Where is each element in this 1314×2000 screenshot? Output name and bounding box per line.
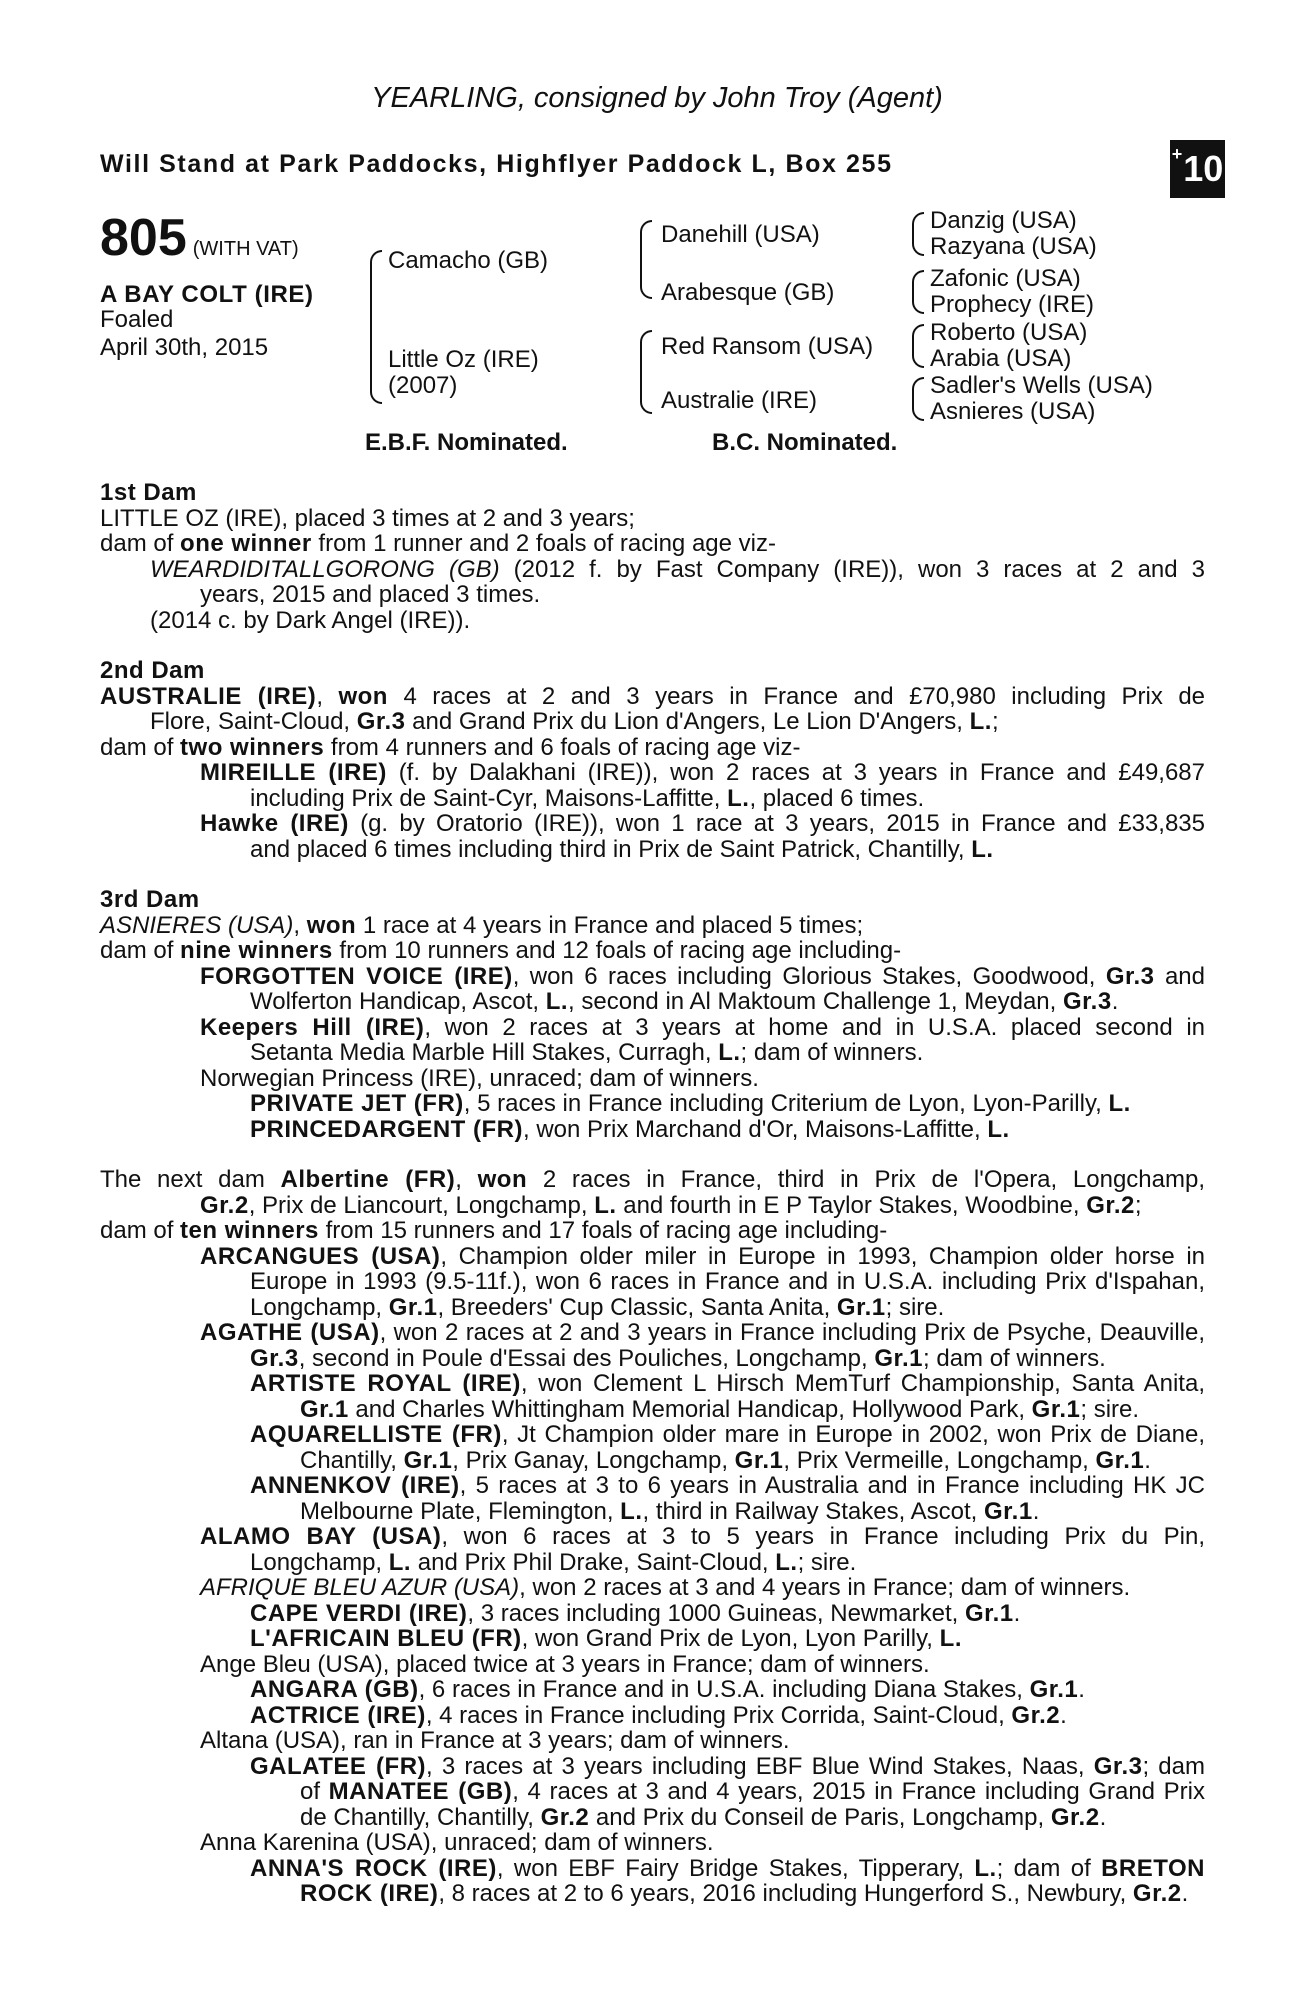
lot-header	[100, 208, 299, 268]
pedigree-g3-8: Asnieres (USA)	[930, 398, 1096, 425]
badge-plus: +	[1171, 144, 1183, 164]
pedigree-g3-3: Zafonic (USA)	[930, 265, 1081, 292]
pedigree-bracket-main	[370, 250, 382, 404]
pedigree-sire-dam: Arabesque (GB)	[661, 279, 835, 306]
pedigree-g3-2: Razyana (USA)	[930, 233, 1097, 260]
section-2nd-dam: 2nd Dam AUSTRALIE (IRE), won 4 races at 2 and 3 years in France and £70,980 including Prix de Flore, Saint-Cloud, Gr.3 and Grand Prix du Lion d'Angers, Le Lion D'Angers, L.; dam of two winners from 4 runners and 6 foals of racing age viz- MIREILLE (IRE) (f. by Dalakhani (IRE)), won 2 races at 3 years in France and £49,687 including Prix de Saint-Cyr, Maisons-Laffitte, L., placed 6 times. Hawke (IRE) (g. by Oratorio (IRE)), won 1 race at 3 years, 2015 in France and £33,835 and placed 6 times including third in Prix de Saint Patrick, Chantilly, L.	[100, 657, 1206, 863]
pedigree-g3-5: Roberto (USA)	[930, 319, 1088, 346]
section-next-dam: The next dam Albertine (FR), won 2 races in France, third in Prix de l'Opera, Longchamp, Gr.2, Prix de Liancourt, Longchamp, L. and fourth in E P Taylor Stakes, Woodbine, Gr.2; dam of ten winners from 15 runners and 17 foals of racing age including- ARCANGUES (USA), Champion older miler in Europe in 1993, Champion older horse in Europe in 1993 (9.5-11f.), won 6 races in France and in U.S.A. including Prix d'Ispahan, Longchamp, Gr.1, Breeders' Cup Classic, Santa Anita, Gr.1; sire. AGATHE (USA), won 2 races at 2 and 3 years in France including Prix de Psyche, Deauville, Gr.3, second in Poule d'Essai des Pouliches, Longchamp, Gr.1; dam of winners. ARTISTE ROYAL (IRE), won Clement L Hirsch MemTurf Championship, Santa Anita, Gr.1 and Charles Whittingham Memorial Handicap, Hollywood Park, Gr.1; sire. AQUARELLISTE (FR), Jt Champion older mare in Europe in 2002, won Prix de Diane, Chantilly, Gr.1, Prix Ganay, Longchamp, Gr.1, Prix Vermeille, Longchamp, Gr.1. ANNENKOV (IRE), 5 races at 3 to 6 years in Australia and in France including HK JC Melbourne Plate, Flemington, L., third in Railway Stakes, Ascot, Gr.1. ALAMO BAY (USA), won 6 races at 3 to 5 years in France including Prix du Pin, Longchamp, L. and Prix Phil Drake, Saint-Cloud, L.; sire. AFRIQUE BLEU AZUR (USA), won 2 races at 3 and 4 years in France; dam of winners. CAPE VERDI (IRE), 3 races including 1000 Guineas, Newmarket, Gr.1. L'AFRICAIN BLEU (FR), won Grand Prix de Lyon, Lyon Parilly, L. Ange Bleu (USA), placed twice at 3 years in France; dam of winners. ANGARA (GB), 6 races in France and in U.S.A. including Diana Stakes, Gr.1. ACTRICE (IRE), 4 races in France including Prix Corrida, Saint-Cloud, Gr.2. Altana (USA), ran in France at 3 years; dam of winners. GALATEE (FR), 3 races at 3 years including EBF Blue Wind Stakes, Naas, Gr.3; dam of MANATEE (GB), 4 races at 3 and 4 years, 2015 in France including Grand Prix de Chantilly, Chantilly, Gr.2 and Prix du Conseil de Paris, Longchamp, Gr.2. Anna Karenina (USA), unraced; dam of winners. ANNA'S ROCK (IRE), won EBF Fairy Bridge Stakes, Tipperary, L.; dam of BRETON ROCK (IRE), 8 races at 2 to 6 years, 2016 including Hungerford S., Newbury, Gr.2.	[100, 1166, 1206, 1907]
foaled-info	[100, 306, 268, 362]
pedigree-body	[100, 480, 1205, 1907]
pedigree-bracket-dam	[640, 330, 652, 414]
pedigree-dam: Little Oz (IRE)	[388, 346, 539, 373]
pedigree-g3-7: Sadler's Wells (USA)	[930, 372, 1153, 399]
pedigree-dam-sire: Red Ransom (USA)	[661, 333, 874, 360]
vat-label: (WITH VAT)	[192, 238, 299, 260]
badge-number: 10	[1183, 148, 1224, 189]
pedigree-bracket-g3-2	[912, 270, 924, 314]
pedigree-sire-sire: Danehill (USA)	[661, 221, 820, 248]
bc-nominated: B.C. Nominated.	[712, 429, 898, 456]
section-1st-dam: 1st Dam LITTLE OZ (IRE), placed 3 times at 2 and 3 years; dam of one winner from 1 runner and 2 foals of racing age viz- WEARDIDITALLGORONG (GB) (2012 f. by Fast Company (IRE)), won 3 races at 2 and 3 years, 2015 and placed 3 times. (2014 c. by Dark Angel (IRE)).	[100, 479, 1206, 634]
pedigree-bracket-sire	[640, 220, 652, 299]
foaled-date: April 30th, 2015	[100, 334, 269, 361]
pedigree-bracket-g3-1	[912, 212, 924, 256]
pedigree-sire: Camacho (GB)	[388, 247, 549, 274]
lot-number: 805	[100, 209, 187, 267]
pedigree-dam-year: (2007)	[388, 372, 458, 399]
page-badge	[1170, 140, 1225, 198]
pedigree-g3-1: Danzig (USA)	[930, 207, 1077, 234]
pedigree-g3-6: Arabia (USA)	[930, 345, 1072, 372]
foaled-label: Foaled	[100, 306, 174, 333]
stand-location: Will Stand at Park Paddocks, Highflyer Paddock L, Box 255	[100, 150, 893, 178]
section-title: 2nd Dam	[100, 657, 205, 684]
section-title: 3rd Dam	[100, 886, 200, 913]
section-3rd-dam: 3rd Dam ASNIERES (USA), won 1 race at 4 years in France and placed 5 times; dam of nine winners from 10 runners and 12 foals of racing age including- FORGOTTEN VOICE (IRE), won 6 races including Glorious Stakes, Goodwood, Gr.3 and Wolferton Handicap, Ascot, L., second in Al Maktoum Challenge 1, Meydan, Gr.3. Keepers Hill (IRE), won 2 races at 3 years at home and in U.S.A. placed second in Setanta Media Marble Hill Stakes, Curragh, L.; dam of winners. Norwegian Princess (IRE), unraced; dam of winners. PRIVATE JET (FR), 5 races in France including Criterium de Lyon, Lyon-Parilly, L. PRINCEDARGENT (FR), won Prix Marchand d'Or, Maisons-Laffitte, L.	[100, 886, 1205, 1143]
pedigree-dam-dam: Australie (IRE)	[661, 387, 818, 414]
section-title: 1st Dam	[100, 479, 197, 506]
pedigree-bracket-g3-3	[912, 324, 924, 368]
pedigree-bracket-g3-4	[912, 377, 924, 421]
lot-title: A BAY COLT (IRE)	[100, 281, 314, 308]
consignment-line: YEARLING, consigned by John Troy (Agent)	[371, 82, 943, 114]
ebf-nominated: E.B.F. Nominated.	[365, 429, 568, 456]
pedigree-g3-4: Prophecy (IRE)	[930, 291, 1095, 318]
